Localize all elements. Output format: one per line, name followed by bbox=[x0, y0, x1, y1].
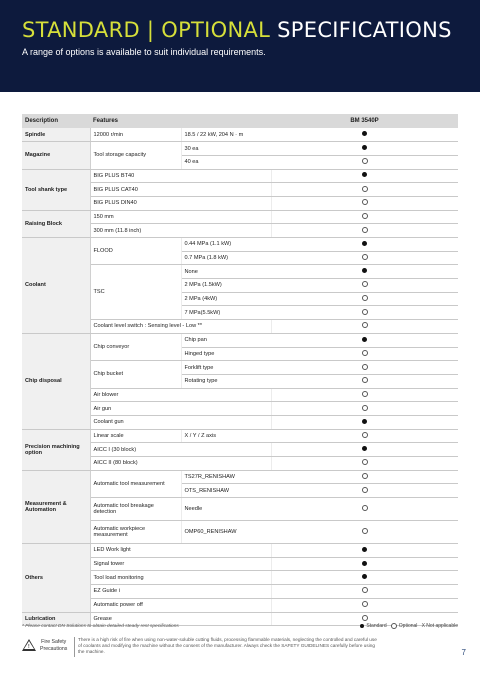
row-feature: FLOOD bbox=[90, 238, 181, 265]
row-availability-mark bbox=[271, 557, 458, 571]
page-number: 7 bbox=[461, 648, 466, 657]
row-feature: Signal tower bbox=[90, 557, 271, 571]
row-feature: BIG PLUS BT40 bbox=[90, 169, 271, 183]
standard-dot-icon bbox=[360, 624, 364, 628]
row-availability-mark bbox=[271, 224, 458, 238]
table-row bbox=[22, 544, 458, 558]
row-availability-mark bbox=[271, 306, 458, 320]
row-availability-mark bbox=[271, 333, 458, 347]
row-feature: 150 mm bbox=[90, 210, 271, 224]
optional-circle-icon bbox=[362, 199, 368, 205]
row-description: Spindle bbox=[22, 128, 90, 142]
row-description: Others bbox=[22, 544, 90, 612]
row-availability-mark bbox=[271, 169, 458, 183]
row-subfeature: Needle bbox=[181, 498, 271, 521]
optional-circle-icon bbox=[362, 391, 368, 397]
row-feature: Grease bbox=[90, 612, 271, 626]
row-subfeature: OMP60_RENISHAW bbox=[181, 521, 271, 544]
row-availability-mark bbox=[271, 585, 458, 599]
footnote: * Please contact DN Solutions to obtain detailed steady rest specifications bbox=[22, 624, 179, 629]
optional-circle-icon bbox=[362, 432, 368, 438]
row-availability-mark bbox=[271, 571, 458, 585]
row-subfeature: OTS_RENISHAW bbox=[181, 484, 271, 498]
optional-circle-icon bbox=[362, 505, 368, 511]
divider bbox=[74, 637, 75, 657]
row-feature: EZ Guide i bbox=[90, 585, 271, 599]
row-availability-mark bbox=[271, 238, 458, 252]
row-feature: Coolant gun bbox=[90, 415, 271, 429]
page-subtitle: A range of options is available to suit individual requirements. bbox=[22, 47, 266, 57]
header-description: Description bbox=[22, 114, 90, 128]
optional-circle-icon bbox=[362, 459, 368, 465]
row-description: Coolant bbox=[22, 238, 90, 334]
table-row bbox=[22, 333, 458, 347]
specifications-table bbox=[22, 114, 458, 626]
row-availability-mark bbox=[271, 388, 458, 402]
header-features: Features bbox=[90, 114, 271, 128]
standard-dot-icon bbox=[362, 145, 367, 150]
optional-circle-icon bbox=[362, 528, 368, 534]
row-availability-mark bbox=[271, 415, 458, 429]
row-availability-mark bbox=[271, 347, 458, 361]
legend bbox=[360, 623, 458, 629]
optional-circle-icon bbox=[362, 213, 368, 219]
row-subfeature: 0.44 MPa (1.1 kW) bbox=[181, 238, 271, 252]
fire-label-line2: Precautions bbox=[40, 646, 68, 652]
row-availability-mark bbox=[271, 128, 458, 142]
row-description: Tool shank type bbox=[22, 169, 90, 210]
standard-dot-icon bbox=[362, 268, 367, 273]
optional-circle-icon bbox=[362, 487, 368, 493]
row-feature: Air blower bbox=[90, 388, 271, 402]
standard-dot-icon bbox=[362, 172, 367, 177]
row-feature: Chip bucket bbox=[90, 361, 181, 388]
row-availability-mark bbox=[271, 210, 458, 224]
optional-circle-icon bbox=[362, 254, 368, 260]
optional-circle-icon bbox=[362, 350, 368, 356]
row-subfeature: Hinged type bbox=[181, 347, 271, 361]
legend-standard: Standard bbox=[366, 623, 387, 629]
row-feature: Tool storage capacity bbox=[90, 142, 181, 169]
row-feature: Automatic workpiece measurement bbox=[90, 521, 181, 544]
row-subfeature: Forklift type bbox=[181, 361, 271, 375]
row-feature: Automatic tool measurement bbox=[90, 470, 181, 497]
row-availability-mark bbox=[271, 521, 458, 544]
table-row bbox=[22, 238, 458, 252]
optional-circle-icon bbox=[362, 601, 368, 607]
table-row bbox=[22, 470, 458, 484]
row-subfeature: 30 ea bbox=[181, 142, 271, 156]
page-header bbox=[0, 0, 480, 92]
standard-dot-icon bbox=[362, 547, 367, 552]
row-subfeature: Chip pan bbox=[181, 333, 271, 347]
row-subfeature: X / Y / Z axis bbox=[181, 429, 271, 443]
row-availability-mark bbox=[271, 196, 458, 210]
optional-circle-icon bbox=[362, 473, 368, 479]
row-availability-mark bbox=[271, 361, 458, 375]
row-availability-mark bbox=[271, 320, 458, 334]
row-feature: 300 mm (11.8 inch) bbox=[90, 224, 271, 238]
standard-dot-icon bbox=[362, 131, 367, 136]
row-feature: Automatic tool breakage detection bbox=[90, 498, 181, 521]
row-subfeature: Rotating type bbox=[181, 374, 271, 388]
optional-circle-icon bbox=[362, 295, 368, 301]
title-highlight: STANDARD | OPTIONAL bbox=[22, 18, 271, 42]
row-subfeature: 40 ea bbox=[181, 155, 271, 169]
warning-icon: ! bbox=[22, 639, 36, 651]
row-feature: AICC I (30 block) bbox=[90, 443, 271, 457]
row-feature: AICC II (80 block) bbox=[90, 457, 271, 471]
row-feature: Tool load monitoring bbox=[90, 571, 271, 585]
optional-circle-icon bbox=[362, 158, 368, 164]
row-description: Measurement & Automation bbox=[22, 470, 90, 543]
optional-circle-icon bbox=[362, 309, 368, 315]
row-availability-mark bbox=[271, 374, 458, 388]
row-subfeature: 18.5 / 22 kW, 204 N · m bbox=[181, 128, 271, 142]
legend-optional: Optional bbox=[398, 623, 418, 629]
optional-circle-icon bbox=[362, 322, 368, 328]
row-subfeature: None bbox=[181, 265, 271, 279]
table-row bbox=[22, 210, 458, 224]
header-model: BM 3540P bbox=[271, 114, 458, 128]
standard-dot-icon bbox=[362, 241, 367, 246]
row-availability-mark bbox=[271, 443, 458, 457]
row-subfeature: TS27R_RENISHAW bbox=[181, 470, 271, 484]
optional-circle-icon bbox=[362, 364, 368, 370]
row-feature: BIG PLUS CAT40 bbox=[90, 183, 271, 197]
row-feature: TSC bbox=[90, 265, 181, 320]
optional-circle-icon bbox=[362, 377, 368, 383]
fire-safety-text: There is a high risk of fire when using non-water-soluble cutting fluids, processing flammable materials, neglecting the controlled and careful use of coolants and modifying the machine without the consent of the manufacturer. Always check the SAFETY GUIDELINES carefully before using the machine. bbox=[78, 637, 377, 655]
row-feature: 12000 r/min bbox=[90, 128, 181, 142]
fire-label-line1: Fire Safety bbox=[41, 639, 67, 645]
row-subfeature: 2 MPa (1.5kW) bbox=[181, 279, 271, 293]
optional-circle-icon bbox=[362, 186, 368, 192]
row-description: Chip disposal bbox=[22, 333, 90, 429]
optional-circle-icon bbox=[362, 587, 368, 593]
optional-circle-icon bbox=[362, 281, 368, 287]
row-feature: LED Work light bbox=[90, 544, 271, 558]
row-availability-mark bbox=[271, 292, 458, 306]
standard-dot-icon bbox=[362, 446, 367, 451]
row-feature: Chip conveyor bbox=[90, 333, 181, 360]
standard-dot-icon bbox=[362, 561, 367, 566]
row-availability-mark bbox=[271, 470, 458, 484]
fire-safety-notice bbox=[22, 636, 377, 658]
row-feature: Automatic power off bbox=[90, 598, 271, 612]
row-availability-mark bbox=[271, 265, 458, 279]
standard-dot-icon bbox=[362, 574, 367, 579]
row-availability-mark bbox=[271, 155, 458, 169]
row-description: Raising Block bbox=[22, 210, 90, 237]
optional-circle-icon bbox=[362, 615, 368, 621]
row-availability-mark bbox=[271, 484, 458, 498]
table-row bbox=[22, 429, 458, 443]
standard-dot-icon bbox=[362, 337, 367, 342]
row-availability-mark bbox=[271, 279, 458, 293]
table-row bbox=[22, 142, 458, 156]
row-availability-mark bbox=[271, 402, 458, 416]
optional-circle-icon bbox=[391, 623, 397, 629]
legend-na: X Not applicable bbox=[421, 623, 458, 629]
table-row bbox=[22, 169, 458, 183]
optional-circle-icon bbox=[362, 227, 368, 233]
title-rest: SPECIFICATIONS bbox=[270, 18, 452, 42]
row-subfeature: 7 MPa(5.5kW) bbox=[181, 306, 271, 320]
row-subfeature: 2 MPa (4kW) bbox=[181, 292, 271, 306]
page-title bbox=[22, 18, 452, 42]
row-availability-mark bbox=[271, 142, 458, 156]
fire-safety-label bbox=[40, 639, 67, 653]
row-availability-mark bbox=[271, 251, 458, 265]
row-description: Precision machining option bbox=[22, 429, 90, 470]
row-availability-mark bbox=[271, 498, 458, 521]
standard-dot-icon bbox=[362, 419, 367, 424]
row-feature: Linear scale bbox=[90, 429, 181, 443]
row-availability-mark bbox=[271, 457, 458, 471]
row-description: Lubrication bbox=[22, 612, 90, 626]
row-feature: Coolant level switch : Sensing level - Low ** bbox=[90, 320, 271, 334]
row-availability-mark bbox=[271, 429, 458, 443]
table-row bbox=[22, 128, 458, 142]
optional-circle-icon bbox=[362, 405, 368, 411]
row-description: Magazine bbox=[22, 142, 90, 169]
row-availability-mark bbox=[271, 598, 458, 612]
row-feature: Air gun bbox=[90, 402, 271, 416]
row-feature: BIG PLUS DIN40 bbox=[90, 196, 271, 210]
row-subfeature: 0.7 MPa (1.8 kW) bbox=[181, 251, 271, 265]
row-availability-mark bbox=[271, 183, 458, 197]
row-availability-mark bbox=[271, 544, 458, 558]
